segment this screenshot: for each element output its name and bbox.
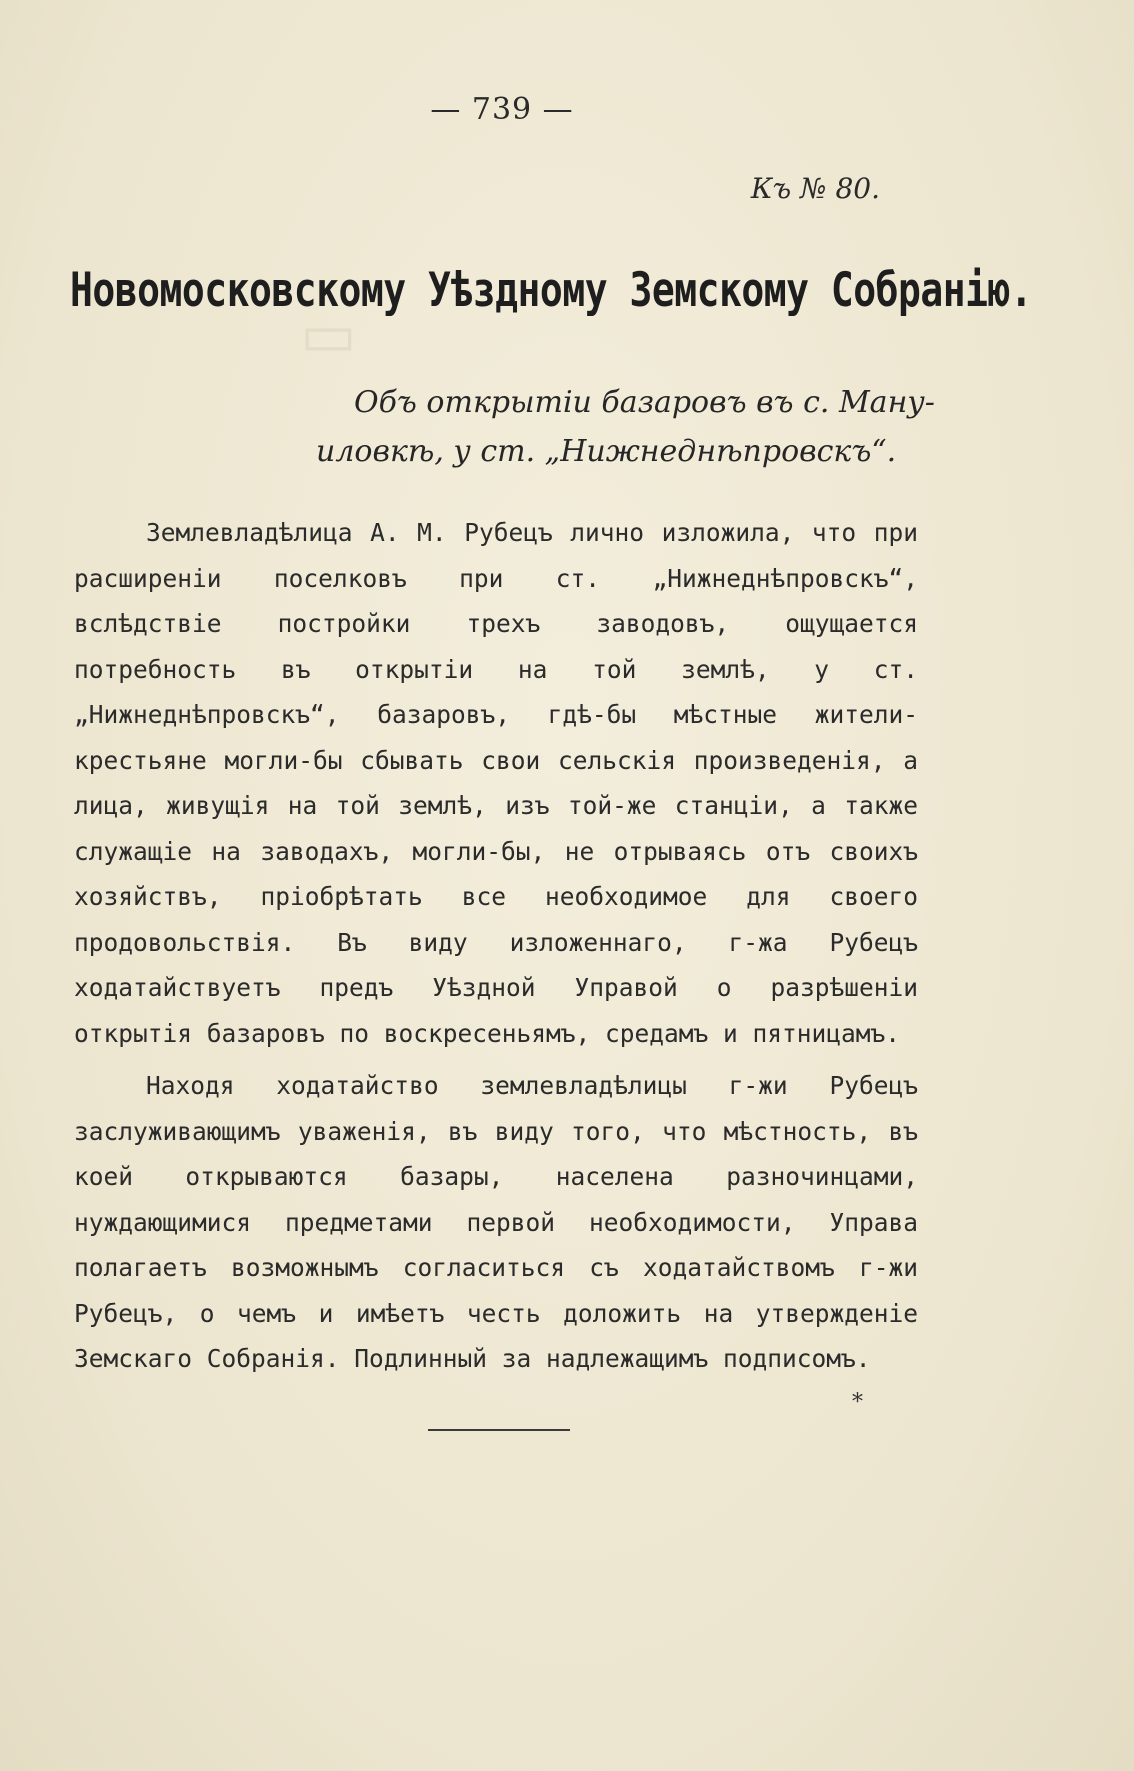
marginal-mark: *: [852, 1390, 863, 1415]
subject-line: Объ открытіи базаровъ въ с. Ману-: [354, 385, 935, 420]
paragraph: Находя ходатайство землевладѣлицы г-жи Рубецъ заслуживающимъ уваженія, въ виду того, что мѣстность, въ коей открываются базары, населена разночинцами, нуждающимися предметами первой необходимости, Управа полагаетъ возможнымъ согласиться съ ходатайствомъ г-жи Рубецъ, о чемъ и имѣетъ честь доложить на утвержденіе Земскаго Собранія. Подлинный за надлежащимъ подписомъ.: [74, 1071, 918, 1373]
page-number: — 739 —: [430, 92, 574, 127]
subject-line: иловкѣ, у ст. „Нижнеднѣпровскъ“.: [316, 434, 897, 469]
bleed-through-decoration: ▭: [300, 300, 363, 370]
body-text: [74, 510, 918, 1382]
document-reference: Къ № 80.: [750, 172, 880, 205]
closing-rule: [428, 1429, 570, 1431]
page-heading: Новомосковскому Уѣздному Земскому Собранію.: [70, 262, 1033, 317]
subject-caption: [316, 378, 935, 476]
paragraph: Землевладѣлица А. М. Рубецъ лично изложила, что при расширеніи поселковъ при ст. „Нижнеднѣпровскъ“, вслѣдствіе постройки трехъ заводовъ, ощущается потребность въ открытіи на той землѣ, у ст. „Нижнеднѣпровскъ“, базаровъ, гдѣ-бы мѣстные жители-крестьяне могли-бы сбывать свои сельскія произведенія, а лица, живущія на той землѣ, изъ той-же станціи, а также служащіе на заводахъ, могли-бы, не отрываясь отъ своихъ хозяйствъ, пріобрѣтать все необходимое для своего продовольствія. Въ виду изложеннаго, г-жа Рубецъ ходатайствуетъ предъ Уѣздной Управой о разрѣшеніи открытія базаровъ по воскресеньямъ, средамъ и пятницамъ.: [74, 518, 918, 1048]
